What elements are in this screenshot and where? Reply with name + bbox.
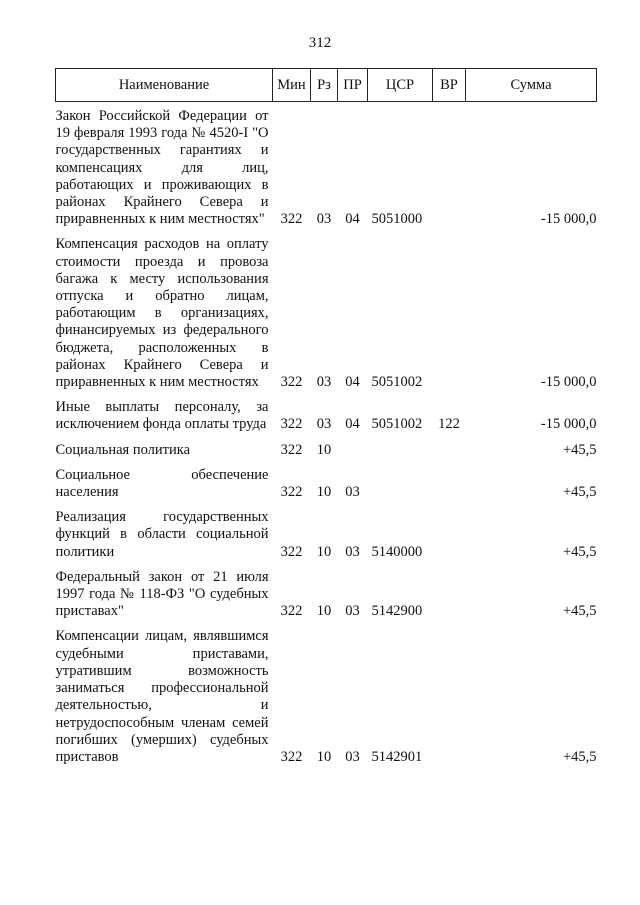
cell-vr bbox=[433, 102, 466, 229]
table-row bbox=[56, 391, 597, 433]
table-row bbox=[56, 501, 597, 561]
table-row bbox=[56, 459, 597, 501]
cell-sum: +45,5 bbox=[562, 748, 597, 765]
budget-table bbox=[55, 68, 597, 766]
cell-name: Компенсация расходов на оплату стоимости проезда и провоза багажа к месту использования отпуска и обратно лицам, работающим в организациях, финансируемых из федерального бюджета, расположенных в районах Крайнего Севера и приравненных к ним местностях bbox=[55, 236, 269, 391]
cell-rz: 03 bbox=[316, 416, 332, 433]
cell-csr: 5051002 bbox=[371, 374, 423, 391]
cell-rz: 10 bbox=[316, 748, 332, 765]
cell-min: 322 bbox=[280, 416, 303, 433]
cell-sum: +45,5 bbox=[562, 484, 597, 501]
cell-vr bbox=[433, 620, 466, 766]
cell-csr: 5142901 bbox=[371, 748, 423, 765]
header-sum: Сумма bbox=[466, 69, 597, 102]
header-pr: ПР bbox=[338, 69, 368, 102]
cell-sum: +45,5 bbox=[562, 603, 597, 620]
cell-rz: 10 bbox=[316, 484, 332, 501]
cell-sum: +45,5 bbox=[562, 441, 597, 458]
cell-pr: 04 bbox=[345, 416, 360, 433]
cell-pr: 03 bbox=[345, 748, 360, 765]
cell-csr: 5140000 bbox=[371, 543, 423, 560]
cell-pr: 03 bbox=[345, 543, 360, 560]
cell-rz: 03 bbox=[316, 374, 332, 391]
header-vr: ВР bbox=[433, 69, 466, 102]
cell-vr bbox=[433, 501, 466, 561]
cell-vr bbox=[433, 459, 466, 501]
cell-name: Социальная политика bbox=[55, 441, 191, 458]
header-name: Наименование bbox=[56, 69, 273, 102]
cell-csr: 5051000 bbox=[371, 211, 423, 228]
header-min: Мин bbox=[273, 69, 311, 102]
cell-pr bbox=[338, 434, 368, 459]
cell-min: 322 bbox=[280, 543, 303, 560]
cell-min: 322 bbox=[280, 441, 303, 458]
cell-name: Иные выплаты персоналу, за исключением фонда оплаты труда bbox=[55, 399, 269, 433]
cell-sum: -15 000,0 bbox=[540, 416, 597, 433]
cell-min: 322 bbox=[280, 211, 303, 228]
cell-min: 322 bbox=[280, 603, 303, 620]
cell-csr: 5142900 bbox=[371, 603, 423, 620]
cell-vr: 122 bbox=[438, 416, 460, 433]
cell-sum: +45,5 bbox=[562, 543, 597, 560]
cell-name: Компенсации лицам, являвшимся судебными приставами, утратившим возможность заниматься профессиональной деятельностью, и нетрудоспособным членам семей погибших (умерших) судебных приставов bbox=[55, 628, 269, 765]
cell-rz: 03 bbox=[316, 211, 332, 228]
cell-pr: 03 bbox=[345, 484, 360, 501]
cell-vr bbox=[433, 228, 466, 391]
table-row bbox=[56, 228, 597, 391]
cell-rz: 10 bbox=[316, 543, 332, 560]
cell-csr bbox=[368, 459, 433, 501]
cell-vr bbox=[433, 561, 466, 621]
cell-min: 322 bbox=[280, 484, 303, 501]
cell-name: Закон Российской Федерации от 19 февраля 1993 года № 4520-I "О государственных гарантиях и компенсациях для лиц, работающих и проживающих в районах Крайнего Севера и приравненных к ним местностях" bbox=[55, 108, 269, 228]
cell-csr bbox=[368, 434, 433, 459]
cell-vr bbox=[433, 434, 466, 459]
cell-name: Социальное обеспечение населения bbox=[55, 466, 269, 501]
cell-pr: 04 bbox=[345, 374, 360, 391]
table-row bbox=[56, 620, 597, 766]
cell-name: Реализация государственных функций в области социальной политики bbox=[55, 509, 269, 560]
cell-rz: 10 bbox=[316, 603, 332, 620]
table-row bbox=[56, 561, 597, 621]
cell-pr: 03 bbox=[345, 603, 360, 620]
cell-rz: 10 bbox=[316, 441, 332, 458]
cell-name: Федеральный закон от 21 июля 1997 года № 118-ФЗ "О судебных приставах" bbox=[55, 568, 269, 620]
header-rz: Рз bbox=[311, 69, 338, 102]
cell-pr: 04 bbox=[345, 211, 360, 228]
table-row bbox=[56, 434, 597, 459]
table-row bbox=[56, 102, 597, 229]
page-number: 312 bbox=[308, 35, 332, 51]
cell-sum: -15 000,0 bbox=[540, 374, 597, 391]
table-header-row bbox=[56, 69, 597, 102]
cell-csr: 5051002 bbox=[371, 416, 423, 433]
cell-sum: -15 000,0 bbox=[540, 211, 597, 228]
cell-min: 322 bbox=[280, 374, 303, 391]
cell-min: 322 bbox=[280, 748, 303, 765]
header-csr: ЦСР bbox=[368, 69, 433, 102]
